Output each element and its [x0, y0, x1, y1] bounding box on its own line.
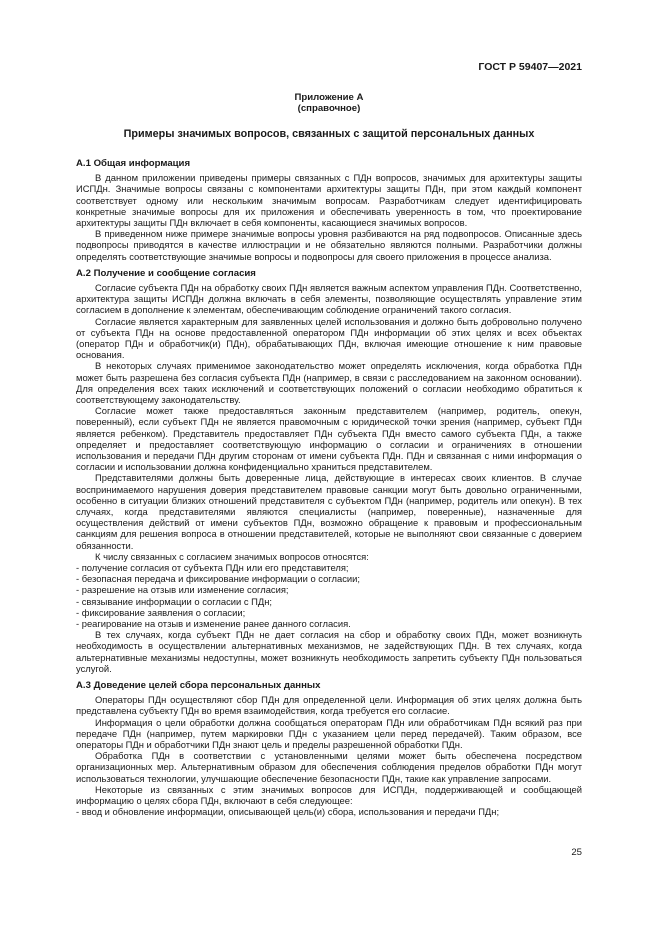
appendix-title: Приложение А: [294, 92, 364, 103]
paragraph: Некоторые из связанных с этим значимых вопросов для ИСПДн, поддерживающей и сообщающей информацию о целях сбора ПДн, включают в себя следующее:: [76, 783, 582, 807]
section-heading: А.2 Получение и сообщение согласия: [76, 267, 256, 279]
paragraph: Согласие субъекта ПДн на обработку своих ПДн является важным аспектом управления ПДн. Соответственно, архитектура защиты ИСПДн должна включать в себя элементы, позволяющие осуществлять управление этим согласием в дополнение к элементам, обеспечивающим соблюдение ограничений такого согласия.: [76, 281, 582, 316]
list-item: - разрешение на отзыв или изменение согласия;: [76, 584, 289, 596]
list-item: - реагирование на отзыв и изменение ранее данного согласия.: [76, 618, 351, 630]
list-item: - получение согласия от субъекта ПДн или его представителя;: [76, 562, 349, 574]
appendix-subtitle: (справочное): [297, 103, 361, 115]
paragraph: В данном приложении приведены примеры связанных с ПДн вопросов, значимых для архитектуры защиты ИСПДн. Значимые вопросы связаны с компонентами архитектуры защиты ПДн, при этом каждый компонент соответствует одному или нескольким значимым вопросам. Разработчикам следует идентифицировать конкретные значимые вопросы для их приложения и обеспечивать уверенность в том, что проектирование архитектуры защиты ПДн включает в себя компоненты, касающиеся значимых вопросов.: [76, 172, 582, 228]
paragraph: Обработка ПДн в соответствии с установленными целями может быть обеспечена посредством организационных мер. Альтернативным образом для обеспечения соблюдения пределов обработки ПДн могут использоваться технологии, улучшающие обеспечение безопасности ПДн, такие как управление запросами.: [76, 750, 582, 784]
paragraph: Согласие является характерным для заявленных целей использования и должно быть добровольно получено от субъекта ПДн на основе предоставленной оператором ПДн информации об этих целях и всех объектах (оператор ПДн и обработчик(и) ПДн), обрабатывающих ПДн, включая имеющие отношение к ним правовые основания.: [76, 315, 582, 361]
standard-code: ГОСТ Р 59407—2021: [478, 61, 582, 73]
paragraph: Согласие может также предоставляться законным представителем (например, родитель, опекун, поверенный), если субъект ПДн не является правомочным с юридической точки зрения (например, субъект ПДн является ребенком). Представитель предоставляет ПДн субъекта ПДн вместо самого субъекта ПДн, а также определяет и предоставляет соответствующую информацию о согласии и ограничениях в отношении использования и передачи ПДн другим сторонам от имени субъекта ПДн. ПДн и связанная с ними информация о согласии и использовании должна конфиденциально храниться представителем.: [76, 405, 582, 473]
sections-container: [76, 158, 582, 818]
document-body: [76, 92, 582, 817]
section-heading: А.3 Доведение целей сбора персональных данных: [76, 680, 321, 692]
section-heading: А.1 Общая информация: [76, 157, 191, 169]
appendix-main-title: Примеры значимых вопросов, связанных с защитой персональных данных: [123, 128, 535, 141]
paragraph: В приведенном ниже примере значимые вопросы уровня разбиваются на ряд подвопросов. Описанные здесь подвопросы приводятся в качестве иллюстрации и не обязательно являются полными. Разработчики должны определять соответствующие значимые вопросы и подвопросы для своего приложения в процессе анализа.: [76, 228, 582, 262]
paragraph: Информация о цели обработки должна сообщаться операторам ПДн или обработчикам ПДн всякий раз при передаче ПДн (например, путем маркировки ПДн с указанием цели перед передачей). Таким образом, все операторы ПДн и обработчики ПДн знают цель и пределы разрешенной обработки ПДн.: [76, 716, 582, 751]
list-item: - фиксирование заявления о согласии;: [76, 606, 246, 618]
paragraph: В тех случаях, когда субъект ПДн не дает согласия на сбор и обработку своих ПДн, может возникнуть необходимость в осуществлении альтернативных механизмов, не задействующих ПДн. В тех случаях, когда альтернативные механизмы недоступны, может возникнуть необходимость запретить субъекту ПДн пользоваться услугой.: [76, 629, 582, 674]
paragraph: В некоторых случаях применимое законодательство может определять исключения, когда обработка ПДн может быть разрешена без согласия субъекта ПДн (например, в связи с расследованием на законном основании). Для определения всех таких исключений и соответствующих положений о согласии необходимо обратиться к соответствующему законодательству.: [76, 360, 582, 405]
list-item: - безопасная передача и фиксирование информации о согласии;: [76, 573, 360, 585]
paragraph: К числу связанных с согласием значимых вопросов относятся:: [95, 550, 369, 562]
paragraph: Операторы ПДн осуществляют сбор ПДн для определенной цели. Информация об этих целях должна быть представлена субъекту ПДн во время взаимодействия, когда требуется его согласие.: [76, 694, 582, 717]
page-number: 25: [571, 847, 582, 858]
list-item: - связывание информации о согласии с ПДн;: [76, 595, 273, 607]
paragraph: Представителями должны быть доверенные лица, действующие в интересах своих клиентов. В случае воспринимаемого нарушения доверия представителем правовые санкции могут быть довольно ограниченными, особенно в ситуации близких отношений представителя с субъектом ПДн (например, родитель или опекун). В тех случаях, когда представителями являются специалисты (например, поверенные), назначенные для осуществления действий от имени субъектов ПДн, возможно обращение к правовым и профессиональным санкциям для решения вопроса в отношении представителей, которые не выполняют свои связанные с доверием обязанности.: [76, 472, 582, 551]
list-item: - ввод и обновление информации, описывающей цель(и) сбора, использования и передачи ПДн;: [76, 806, 500, 818]
